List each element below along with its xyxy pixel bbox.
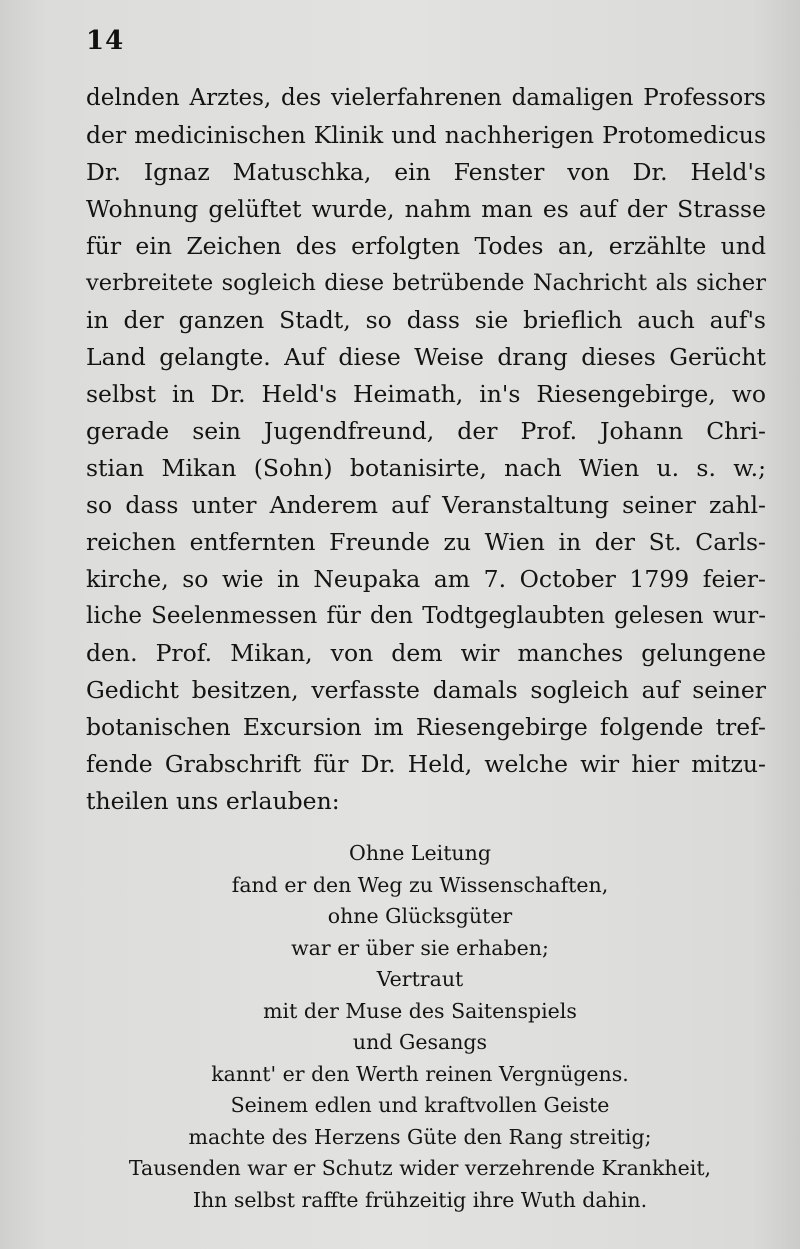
poem-line: Tausenden war er Schutz wider verzehrende Krankheit, <box>128 1156 712 1180</box>
poem-line: Seinem edlen und kraftvollen Geiste <box>230 1093 610 1117</box>
text-line: verbreitete sogleich diese betrübende Nachricht als sicher <box>86 270 766 296</box>
poem-line: und Gesangs <box>352 1030 488 1054</box>
text-line: reichen entfernten Freunde zu Wien in der St. Carls- <box>86 528 766 556</box>
poem-line: ohne Glücksgüter <box>327 904 513 928</box>
text-line: kirche, so wie in Neupaka am 7. October 1799 feier- <box>86 565 766 593</box>
text-line: so dass unter Anderem auf Veranstaltung seiner zahl- <box>86 491 766 519</box>
text-line: gerade sein Jugendfreund, der Prof. Johann Chri- <box>86 417 766 445</box>
text-line: der medicinischen Klinik und nachherigen Protomedicus <box>86 121 766 149</box>
poem-line: machte des Herzens Güte den Rang streitig; <box>188 1124 652 1149</box>
text-line: Land gelangte. Auf diese Weise drang dieses Gerücht <box>86 343 766 371</box>
poem-line: fand er den Weg zu Wissenschaften, <box>231 872 609 897</box>
text-line: in der ganzen Stadt, so dass sie brieflich auch auf's <box>86 306 766 334</box>
text-line: den. Prof. Mikan, von dem wir manches gelungene <box>86 639 766 667</box>
text-line: botanischen Excursion im Riesengebirge folgende tref- <box>86 713 766 741</box>
text-line: theilen uns erlauben: <box>86 787 340 815</box>
page-number: 14 <box>86 26 125 56</box>
poem-line: Ohne Leitung <box>349 841 491 865</box>
text-line: für ein Zeichen des erfolgten Todes an, erzählte und <box>86 232 766 260</box>
text-line: delnden Arztes, des vielerfahrenen damaligen Professors <box>86 85 766 111</box>
epitaph-poem <box>90 838 750 1216</box>
text-line: Gedicht besitzen, verfasste damals sogleich auf seiner <box>86 676 766 704</box>
poem-line: kannt' er den Werth reinen Vergnügens. <box>211 1061 629 1086</box>
poem-line: Ihn selbst raffte frühzeitig ihre Wuth dahin. <box>192 1187 648 1212</box>
poem-line: Vertraut <box>376 967 464 991</box>
poem-line: war er über sie erhaben; <box>291 935 549 960</box>
text-line: liche Seelenmessen für den Todtgeglaubten gelesen wur- <box>86 603 766 629</box>
text-line: selbst in Dr. Held's Heimath, in's Riesengebirge, wo <box>86 380 766 408</box>
text-line: Wohnung gelüftet wurde, nahm man es auf der Strasse <box>86 195 766 223</box>
text-line: fende Grabschrift für Dr. Held, welche wir hier mitzu- <box>86 750 766 778</box>
poem-line: mit der Muse des Saitenspiels <box>263 998 577 1023</box>
text-line: Dr. Ignaz Matuschka, ein Fenster von Dr. Held's <box>86 158 766 186</box>
body-text <box>86 80 766 820</box>
text-line: stian Mikan (Sohn) botanisirte, nach Wien u. s. w.; <box>86 454 766 482</box>
